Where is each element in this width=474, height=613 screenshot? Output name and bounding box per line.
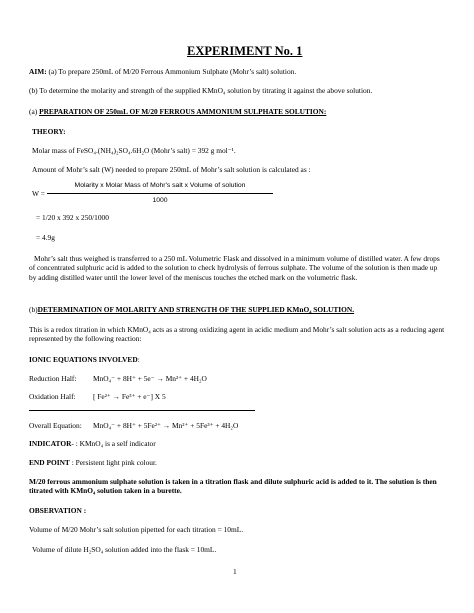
indicator-line — [29, 439, 156, 448]
section-b-prefix: (b) — [29, 305, 38, 314]
aim-label: AIM: — [29, 67, 47, 76]
end-point-label: END POINT — [29, 458, 70, 467]
procedure-text: M/20 ferrous ammonium sulphate solution is taken in a titration flask and dilute sulphuric acid is added to it. The solution is then titrated with KMnO₄ solution taken in a burette. — [29, 477, 437, 496]
section-a-title: PREPARATION OF 250mL OF M/20 FERROUS AMMONIUM SULPHATE SOLUTION: — [39, 107, 327, 116]
overall-equation: MnO₄⁻ + 8H⁺ + 5Fe²⁺ → Mn²⁺ + 5Fe³⁺ + 4H₂O — [93, 421, 239, 430]
fraction-denominator: 1000 — [152, 197, 168, 204]
calc-step-2: = 4.9g — [36, 233, 55, 242]
calc-step-1: = 1/20 x 392 x 250/1000 — [36, 213, 109, 222]
separator-line — [29, 410, 255, 411]
section-a-prefix: (a) — [29, 107, 40, 116]
theory-heading: THEORY: — [32, 127, 66, 136]
section-b-title: DETERMINATION OF MOLARITY AND STRENGTH OF THE SUPPLIED KMnO₄ SOLUTION. — [37, 305, 355, 314]
molar-mass-line: Molar mass of FeSO₄.(NH₄)₂SO₄.6H₂O (Mohr’s salt) = 392 g mol⁻¹. — [32, 146, 236, 155]
fraction-numerator: Molarity x Molar Mass of Mohr's salt x Volume of solution — [74, 182, 246, 189]
ionic-heading — [29, 355, 140, 364]
reduction-equation: MnO₄⁻ + 8H⁺ + 5e⁻ → Mn²⁺ + 4H₂O — [93, 374, 207, 383]
observation-line-2: Volume of dilute H₂SO₄ solution added into the flask = 10mL. — [32, 545, 217, 554]
end-point-line — [29, 458, 157, 467]
amount-line: Amount of Mohr’s salt (W) needed to prepare 250mL of Mohr’s salt solution is calculated as : — [32, 165, 311, 174]
theory-paragraph: Mohr’s salt thus weighed is transferred to a 250 mL Volumetric Flask and dissolved in a minimum volume of distilled water. A few drops of concentrated sulphuric acid is added to the solution to check hydrolysis of ferrous sulphate. The volume of the solution is then made up by adding distilled water until the lower level of the meniscus touches the etched mark on the volumetric flask. — [29, 254, 440, 282]
section-b-intro: This is a redox titration in which KMnO₄ acts as a strong oxidizing agent in acidic medium and Mohr’s salt solution acts as a reducing agent represented by the following reaction: — [29, 325, 445, 344]
observation-line-1: Volume of M/20 Mohr’s salt solution pipetted for each titration = 10mL. — [29, 525, 244, 534]
page-title: EXPERIMENT No. 1 — [187, 44, 303, 58]
fraction-bar — [47, 193, 273, 194]
oxidation-equation: [ Fe²⁺ → Fe³⁺ + e⁻] X 5 — [93, 392, 166, 401]
reduction-label: Reduction Half: — [29, 374, 77, 383]
aim-a — [29, 67, 296, 76]
observation-heading: OBSERVATION : — [29, 506, 87, 515]
page-number: 1 — [233, 567, 237, 576]
aim-b: (b) To determine the molarity and strength of the supplied KMnO₄ solution by titrating it against the above solution. — [29, 86, 373, 95]
section-b-heading — [29, 305, 354, 314]
oxidation-label: Oxidation Half: — [29, 392, 76, 401]
overall-label: Overall Equation: — [29, 421, 82, 430]
indicator-label: INDICATOR — [29, 439, 72, 448]
indicator-text: - : KMnO₄ is a self indicator — [71, 439, 156, 448]
ionic-heading-colon: : — [137, 355, 140, 364]
ionic-heading-text: IONIC EQUATIONS INVOLVED — [29, 355, 138, 364]
end-point-text: : Persistent light pink colour. — [69, 458, 157, 467]
aim-a-text: (a) To prepare 250mL of M/20 Ferrous Ammonium Sulphate (Mohr’s salt) solution. — [46, 67, 297, 76]
w-label: W = — [32, 189, 45, 198]
section-a-heading — [29, 107, 326, 116]
